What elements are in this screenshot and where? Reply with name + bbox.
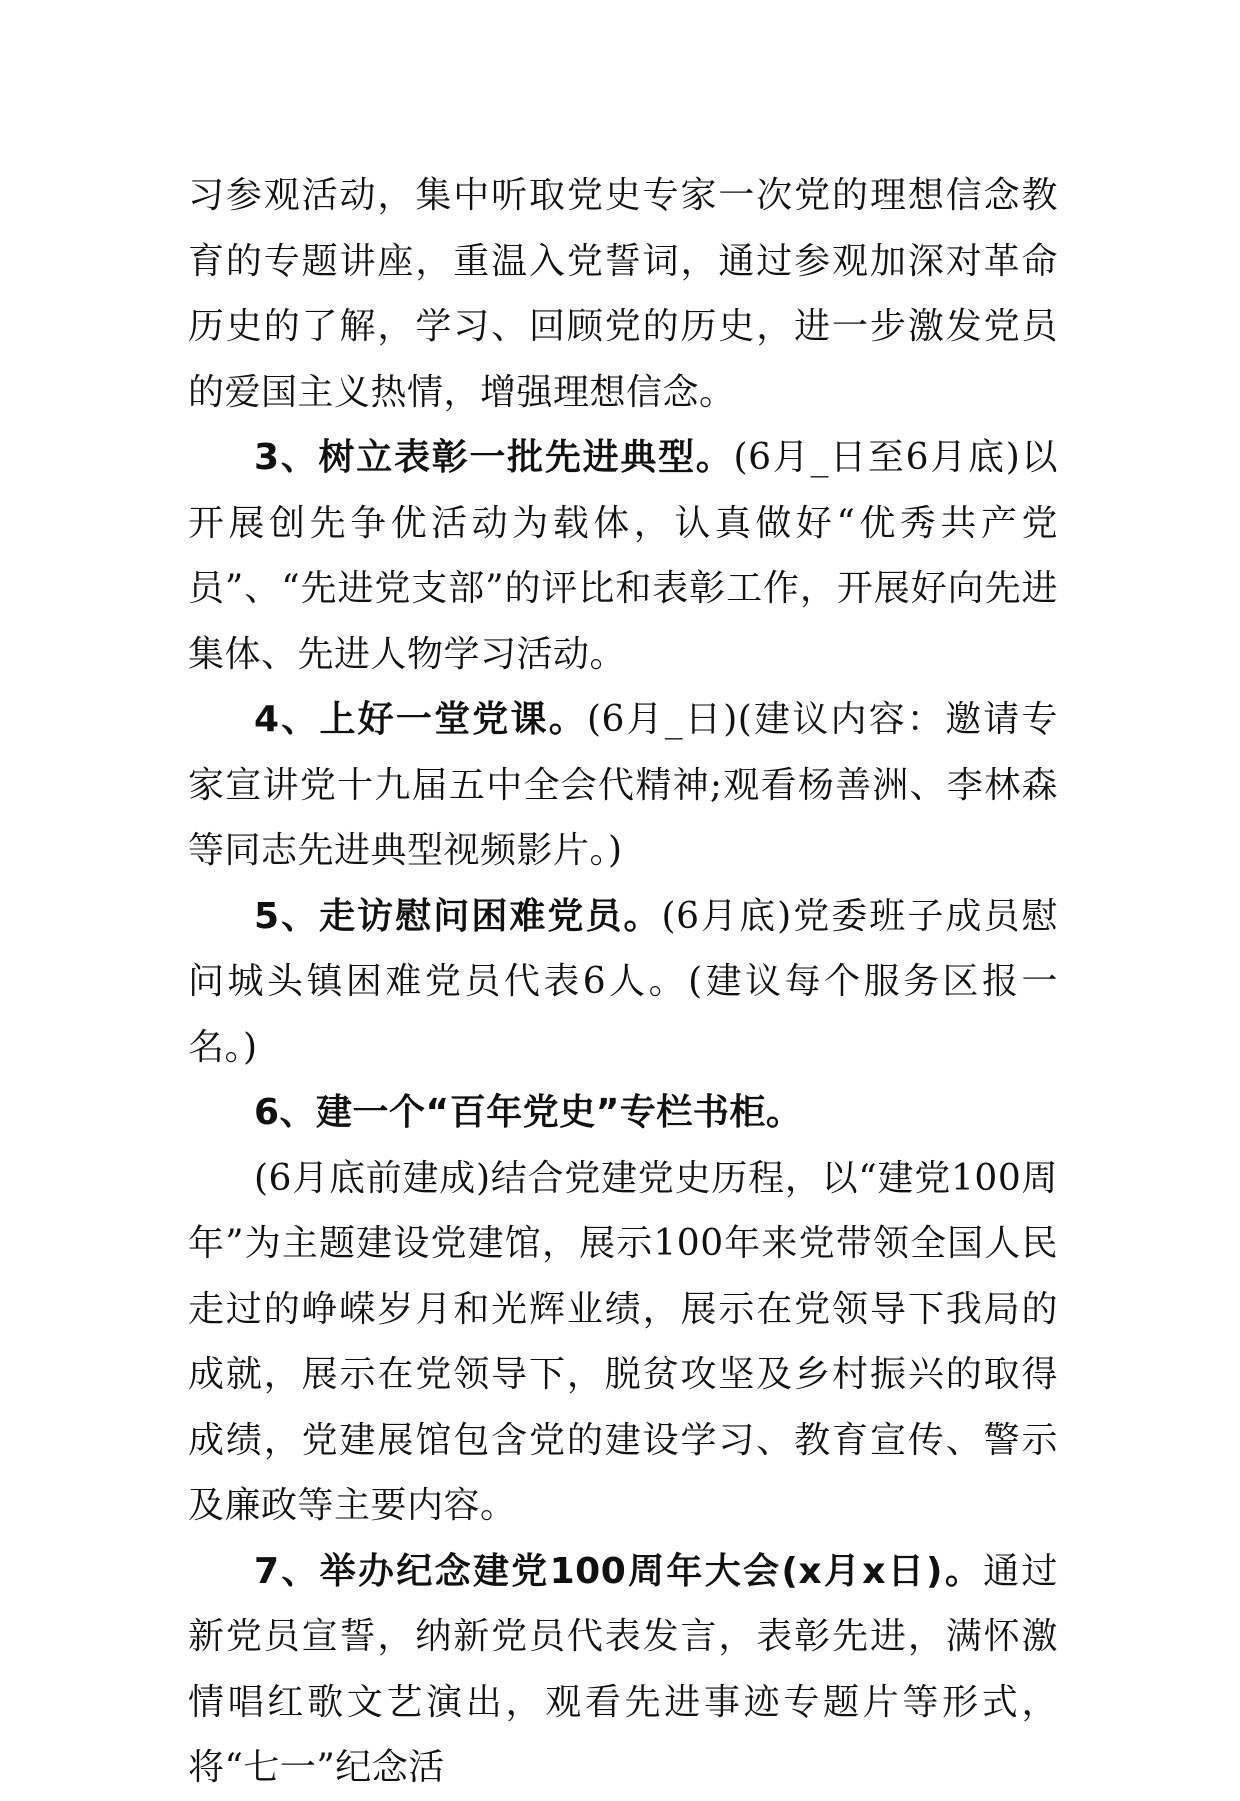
paragraph-body: 习参观活动，集中听取党史专家一次党的理想信念教育的专题讲座，重温入党誓词，通过参观加深对革命历史的了解，学习、回顾党的历史，进一步激发党员的爱国主义热情，增强理想信念。 (188, 175, 1058, 413)
paragraph-body: (6月_日至6月底)以开展创先争优活动为载体，认真做好“优秀共产党员”、“先进党支部”的评比和表彰工作，开展好向先进集体、先进人物学习活动。 (188, 437, 1058, 675)
paragraph-body: (6月_日)(建议内容：邀请专家宣讲党十九届五中全会代精神;观看杨善洲、李林森等同志先进典型视频影片。) (188, 699, 1058, 871)
paragraph-heading: 3、树立表彰一批先进典型。 (254, 437, 734, 478)
paragraph-body: (6月底)党委班子成员慰问城头镇困难党员代表6人。(建议每个服务区报一名。) (188, 895, 1058, 1068)
paragraph-item-7 (188, 1539, 1058, 1801)
paragraph-item-3 (188, 425, 1058, 687)
paragraph-heading: 5、走访慰问困难党员。 (254, 895, 662, 937)
paragraph-continuation (188, 163, 1058, 425)
document-body (188, 163, 1058, 1801)
paragraph-heading: 6、建一个“百年党史”专栏书柜。 (254, 1092, 803, 1133)
paragraph-heading: 4、上好一堂党课。 (254, 699, 587, 740)
paragraph-item-5 (188, 884, 1058, 1081)
paragraph-item-6 (188, 1080, 1058, 1146)
paragraph-heading: 7、举办纪念建党100周年大会(x月x日)。 (254, 1550, 984, 1592)
paragraph-body: 通过新党员宣誓，纳新党员代表发言，表彰先进，满怀激情唱红歌文艺演出，观看先进事迹专题片等形式，将“七一”纪念活 (188, 1550, 1058, 1788)
paragraph-body: (6月底前建成)结合党建党史历程，以“建党100周年”为主题建设党建馆，展示100年来党带领全国人民走过的峥嵘岁月和光辉业绩，展示在党领导下我局的成就，展示在党领导下，脱贫攻坚及乡村振兴的取得成绩，党建展馆包含党的建设学习、教育宣传、警示及廉政等主要内容。 (188, 1157, 1058, 1526)
paragraph-item-6-detail (188, 1146, 1058, 1539)
paragraph-item-4 (188, 687, 1058, 884)
